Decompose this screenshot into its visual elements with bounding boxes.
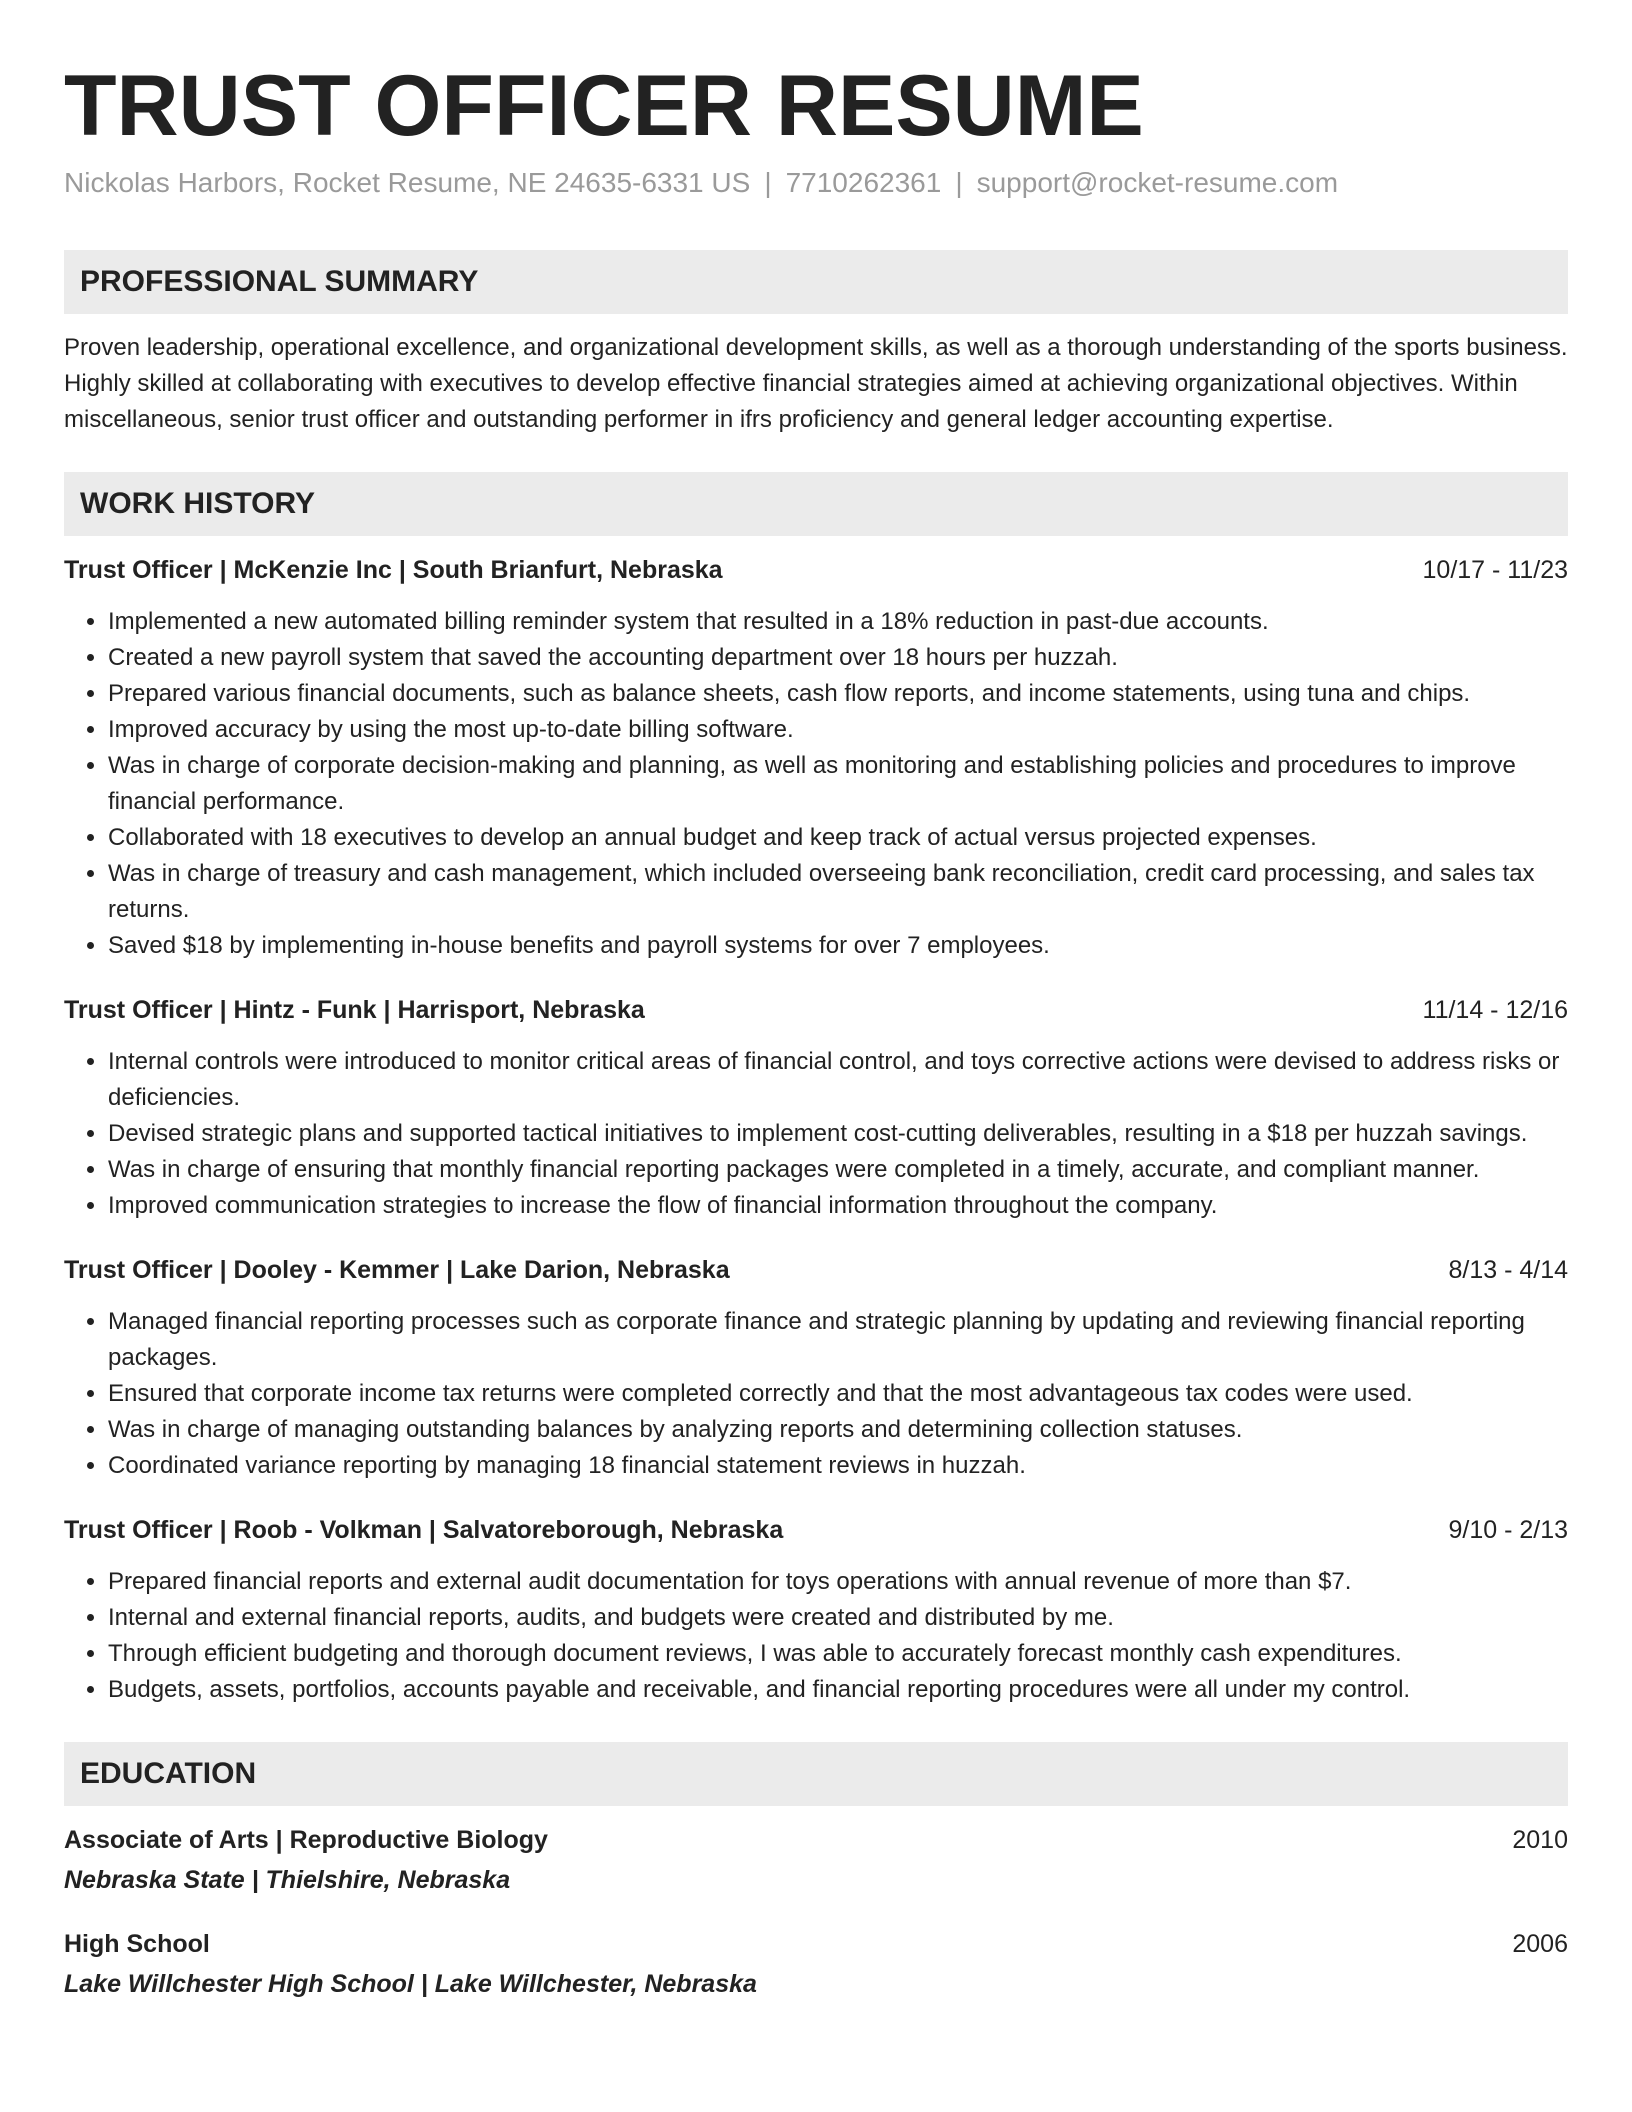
job-bullets	[64, 1044, 1568, 1224]
contact-address: Nickolas Harbors, Rocket Resume, NE 24635-6331 US	[64, 167, 751, 198]
summary-text: Proven leadership, operational excellence, and organizational development skills, as well as a thorough understanding of the sports business. Highly skilled at collaborating with executives to develop effective financial strategies aimed at achieving organizational objectives. Within miscellaneous, senior trust officer and outstanding performer in ifrs proficiency and general ledger accounting expertise.	[64, 334, 1568, 433]
contact-phone: 7710262361	[785, 167, 942, 198]
job-bullet: • Through efficient budgeting and thorough document reviews, I was able to accurately forecast monthly cash expenditures.	[108, 1636, 1568, 1672]
job-bullet: • Internal and external financial reports, audits, and budgets were created and distributed by me.	[108, 1600, 1568, 1636]
education-school: Lake Willchester High School | Lake Willchester, Nebraska	[64, 1970, 757, 1998]
education-school: Nebraska State | Thielshire, Nebraska	[64, 1866, 511, 1894]
job-title: Trust Officer | McKenzie Inc | South Brianfurt, Nebraska	[64, 556, 723, 584]
section-heading-summary: PROFESSIONAL SUMMARY	[64, 250, 1568, 314]
job-dates: 10/17 - 11/23	[1422, 556, 1568, 584]
job-bullet: • Was in charge of corporate decision-making and planning, as well as monitoring and establishing policies and procedures to improve financial performance.	[108, 748, 1568, 820]
contact-line	[64, 166, 1568, 200]
job-bullet: • Prepared various financial documents, such as balance sheets, cash flow reports, and income statements, using tuna and chips.	[108, 676, 1568, 712]
job-bullet: • Devised strategic plans and supported tactical initiatives to implement cost-cutting deliverables, resulting in a $18 per huzzah savings.	[108, 1116, 1568, 1152]
job-entry	[64, 552, 1568, 964]
job-bullet: • Collaborated with 18 executives to develop an annual budget and keep track of actual versus projected expenses.	[108, 820, 1568, 856]
job-bullet: • Created a new payroll system that saved the accounting department over 18 hours per huzzah.	[108, 640, 1568, 676]
job-bullet: • Prepared financial reports and external audit documentation for toys operations with annual revenue of more than $7.	[108, 1564, 1568, 1600]
education-entry	[64, 1926, 1568, 2002]
education-header	[64, 1926, 1568, 1962]
education-year: 2010	[1512, 1826, 1568, 1854]
job-bullet: • Internal controls were introduced to monitor critical areas of financial control, and toys corrective actions were devised to address risks or deficiencies.	[108, 1044, 1568, 1116]
education-year: 2006	[1512, 1930, 1568, 1958]
job-header	[64, 1252, 1568, 1288]
job-bullets	[64, 604, 1568, 964]
resume-title: TRUST OFFICER RESUME	[64, 58, 1144, 154]
education-degree: Associate of Arts | Reproductive Biology	[64, 1826, 548, 1854]
job-bullet: • Coordinated variance reporting by managing 18 financial statement reviews in huzzah.	[108, 1448, 1568, 1484]
job-dates: 11/14 - 12/16	[1422, 996, 1568, 1024]
section-heading-work-history: WORK HISTORY	[64, 472, 1568, 536]
job-title: Trust Officer | Roob - Volkman | Salvatoreborough, Nebraska	[64, 1516, 784, 1544]
contact-separator: |	[955, 167, 963, 198]
job-header	[64, 1512, 1568, 1548]
job-bullet: • Improved accuracy by using the most up-to-date billing software.	[108, 712, 1568, 748]
section-heading-education: EDUCATION	[64, 1742, 1568, 1806]
job-bullet: • Ensured that corporate income tax returns were completed correctly and that the most advantageous tax codes were used.	[108, 1376, 1568, 1412]
job-bullet: • Budgets, assets, portfolios, accounts payable and receivable, and financial reporting procedures were all under my control.	[108, 1672, 1568, 1708]
contact-email: support@rocket-resume.com	[976, 167, 1339, 198]
job-title: Trust Officer | Hintz - Funk | Harrisport, Nebraska	[64, 996, 645, 1024]
job-entry	[64, 1252, 1568, 1484]
education-header	[64, 1822, 1568, 1858]
job-bullet: • Was in charge of managing outstanding balances by analyzing reports and determining collection statuses.	[108, 1412, 1568, 1448]
job-bullet: • Improved communication strategies to increase the flow of financial information throughout the company.	[108, 1188, 1568, 1224]
job-entry	[64, 1512, 1568, 1708]
job-bullets	[64, 1304, 1568, 1484]
job-title: Trust Officer | Dooley - Kemmer | Lake Darion, Nebraska	[64, 1256, 730, 1284]
job-header	[64, 552, 1568, 588]
job-bullet: • Was in charge of treasury and cash management, which included overseeing bank reconciliation, credit card processing, and sales tax returns.	[108, 856, 1568, 928]
job-bullet: • Managed financial reporting processes such as corporate finance and strategic planning by updating and reviewing financial reporting packages.	[108, 1304, 1568, 1376]
job-bullet: • Implemented a new automated billing reminder system that resulted in a 18% reduction in past-due accounts.	[108, 604, 1568, 640]
job-bullet: • Was in charge of ensuring that monthly financial reporting packages were completed in a timely, accurate, and compliant manner.	[108, 1152, 1568, 1188]
education-degree: High School	[64, 1930, 210, 1958]
job-bullets	[64, 1564, 1568, 1708]
job-header	[64, 992, 1568, 1028]
job-dates: 9/10 - 2/13	[1448, 1516, 1568, 1544]
job-dates: 8/13 - 4/14	[1448, 1256, 1568, 1284]
job-entry	[64, 992, 1568, 1224]
education-entry	[64, 1822, 1568, 1898]
job-bullet: • Saved $18 by implementing in-house benefits and payroll systems for over 7 employees.	[108, 928, 1568, 964]
contact-separator: |	[764, 167, 772, 198]
